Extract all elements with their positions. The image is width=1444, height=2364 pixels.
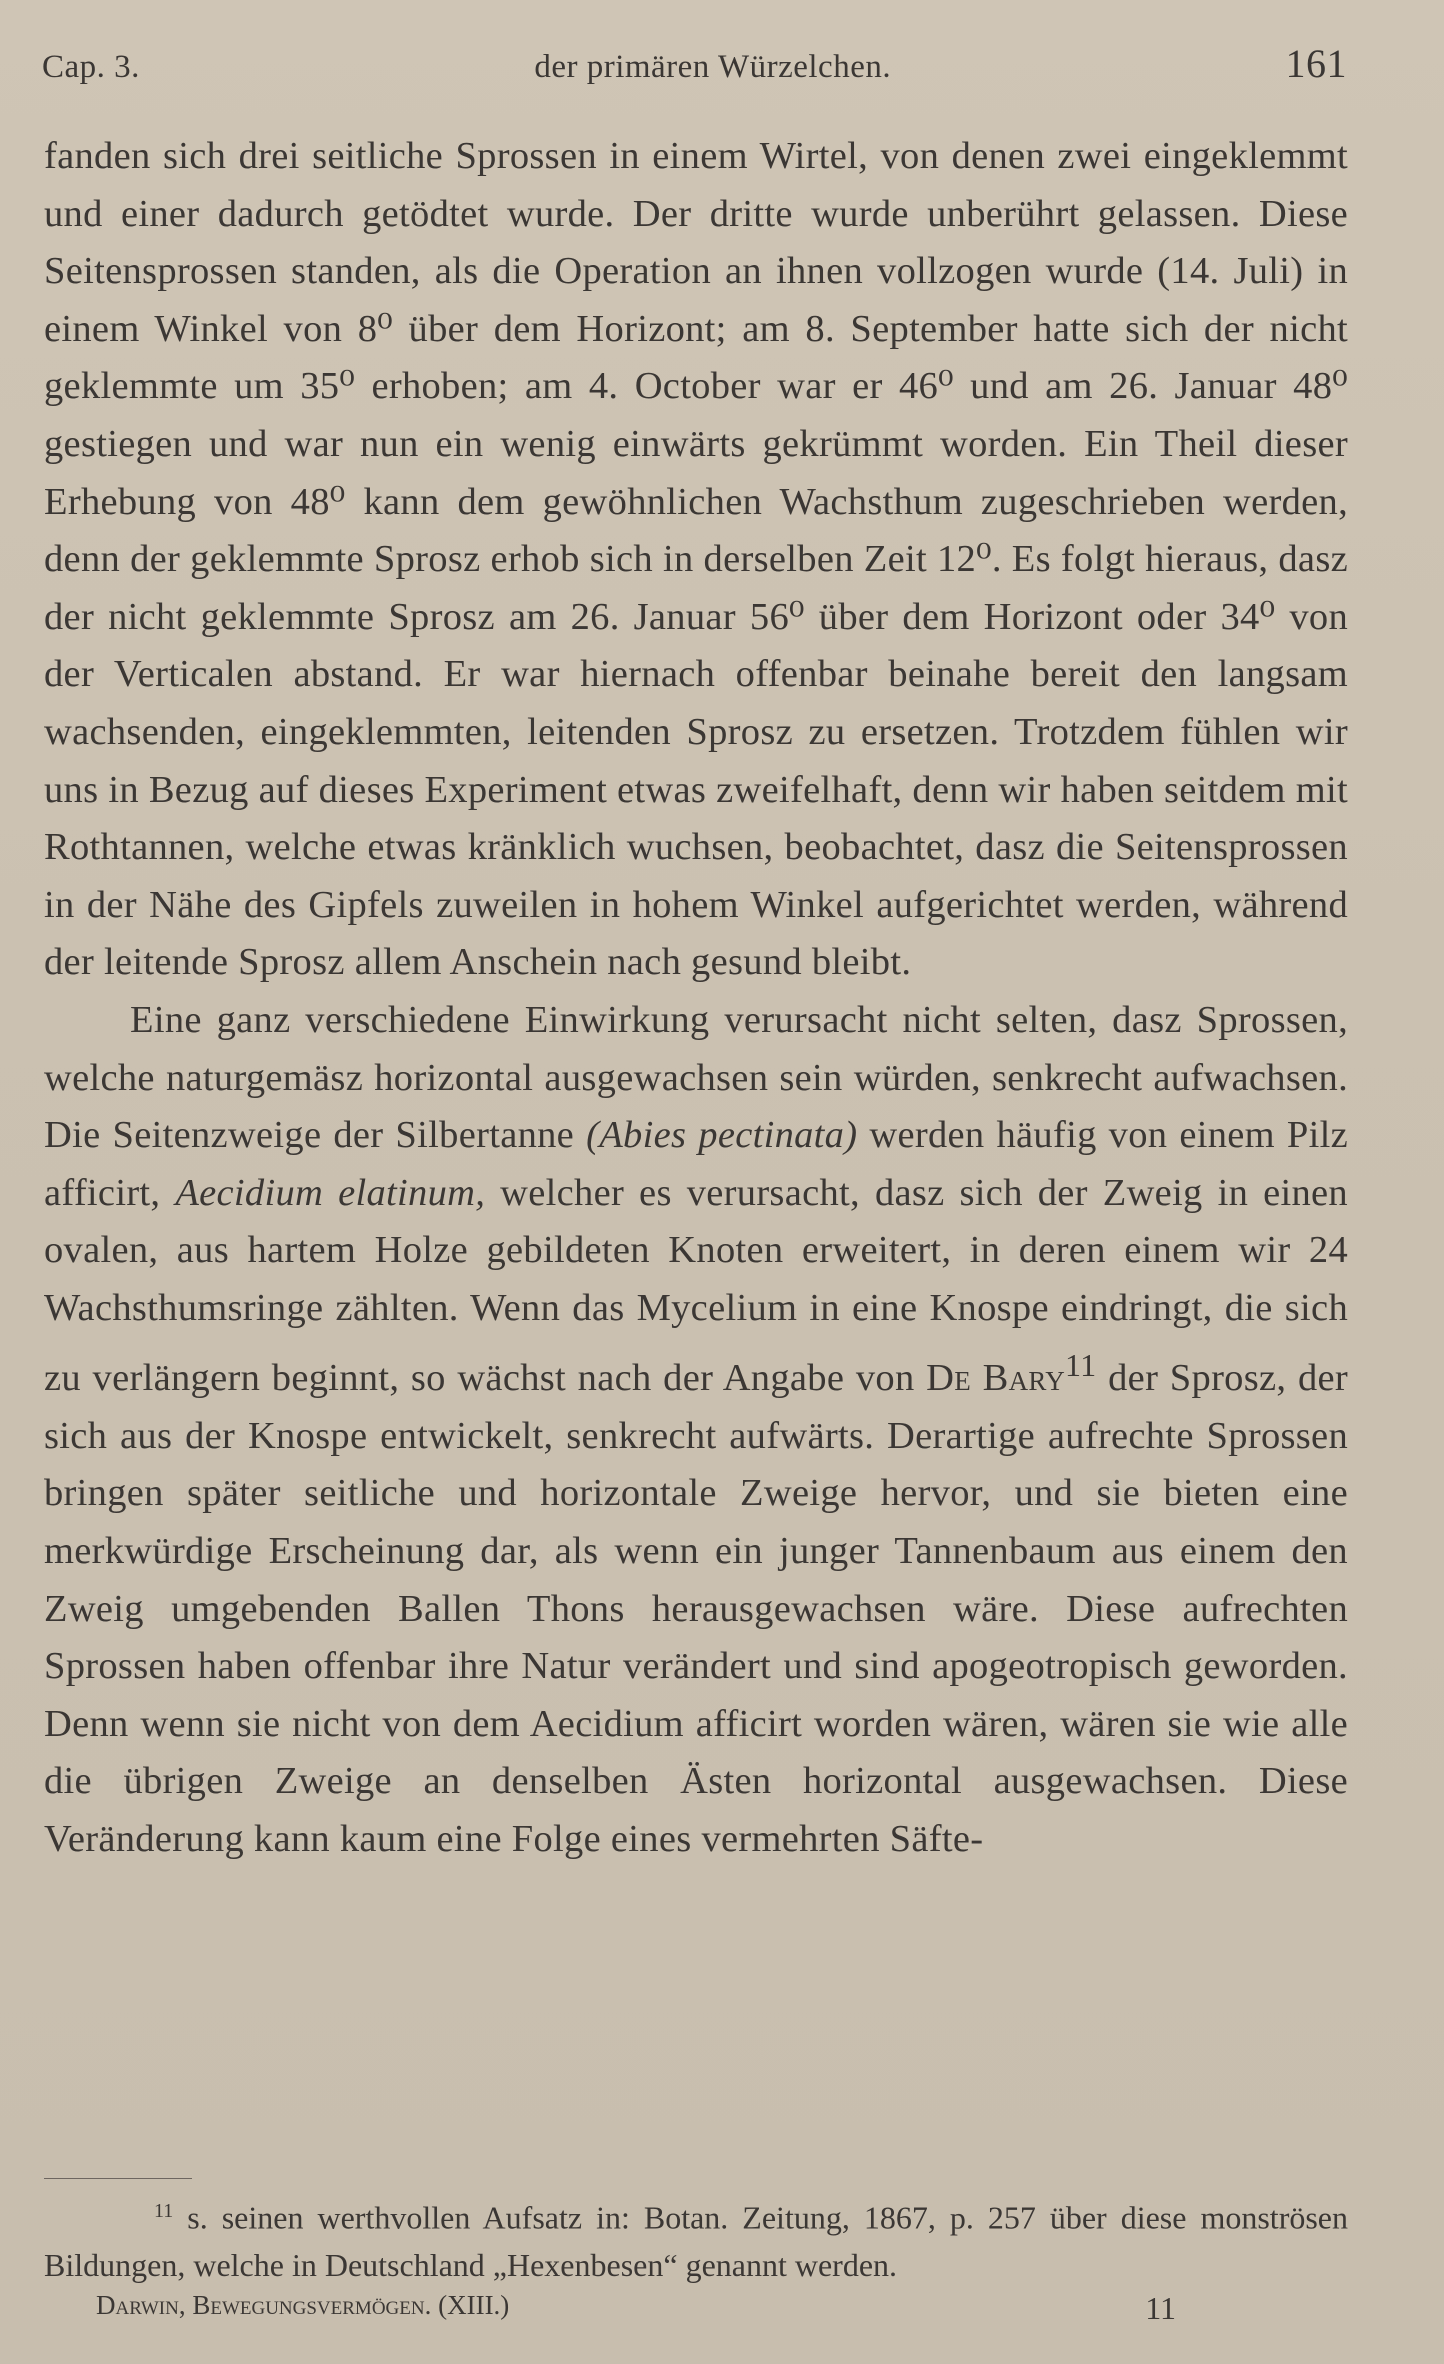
- paragraph-1: [44, 128, 1348, 992]
- chapter-label: Cap. 3.: [42, 49, 140, 85]
- species-name-aecidium: Aecidium elatinum,: [175, 1171, 486, 1214]
- body-text: [44, 128, 1348, 1869]
- footnote-reference: 11: [1065, 1347, 1097, 1384]
- signature-number: 11: [1145, 2290, 1176, 2326]
- footnote-text: s. seinen werthvollen Aufsatz in: Botan. Zeitung, 1867, p. 257 über diese monströsen Bildungen, welche in Deutschland „Hexenbesen“ genannt werden.: [44, 2199, 1348, 2283]
- paragraph-2-text-b: werden häufig von einem Pilz afficirt,: [44, 1114, 1348, 1214]
- running-title: der primären Würzelchen.: [534, 49, 892, 85]
- author-name-de-bary: De Bary: [926, 1357, 1066, 1400]
- paragraph-2: [44, 992, 1348, 1869]
- footnote-marker: 11: [154, 2200, 174, 2222]
- printer-signature: [96, 2290, 1176, 2327]
- footnote: [44, 2188, 1348, 2289]
- species-name-abies: (Abies pectinata): [586, 1114, 858, 1157]
- signature-title: Darwin, Bewegungsvermögen. (XIII.): [96, 2290, 510, 2320]
- running-header: [42, 40, 1347, 87]
- paragraph-2-text-d: der Sprosz, der sich aus der Knospe entwickelt, senkrecht aufwärts. Derartige aufrechte Sprossen bringen später seitliche und horizontale Zweige hervor, und sie bieten eine merkwürdige Erscheinung dar, als wenn ein junger Tannenbaum aus einem den Zweig umgebenden Ballen Thons herausgewachsen wäre. Diese aufrechten Sprossen haben offenbar ihre Natur verändert und sind apogeotropisch geworden. Denn wenn sie nicht von dem Aecidium afficirt worden wären, wären sie wie alle die übrigen Zweige an denselben Ästen horizontal ausgewachsen. Diese Veränderung kann kaum eine Folge eines vermehrten Säfte-: [44, 1357, 1349, 1861]
- footnote-divider: [44, 2178, 192, 2179]
- paragraph-2-text-a: Eine ganz verschiedene Einwirkung verursacht nicht selten, dasz Sprossen, welche naturgemäsz horizontal ausgewachsen sein würden, senkrecht aufwachsen. Die Seitenzweige der Silbertanne: [44, 998, 1348, 1157]
- paragraph-2-text-c: welcher es verursacht, dasz sich der Zweig in einen ovalen, aus hartem Holze gebildeten Knoten erweitert, in deren einem wir 24 Wachsthumsringe zählten. Wenn das Mycelium in eine Knospe eindringt, die sich zu verlängern beginnt, so wächst nach der Angabe von: [44, 1171, 1348, 1400]
- page-number: 161: [1285, 41, 1347, 86]
- paragraph-1-text: fanden sich drei seitliche Sprossen in einem Wirtel, von denen zwei eingeklemmt und einer dadurch getödtet wurde. Der dritte wurde unberührt gelassen. Diese Seitensprossen standen, als die Operation an ihnen vollzogen wurde (14. Juli) in einem Winkel von 8⁰ über dem Horizont; am 8. September hatte sich der nicht geklemmte um 35⁰ erhoben; am 4. October war er 46⁰ und am 26. Januar 48⁰ gestiegen und war nun ein wenig einwärts gekrümmt worden. Ein Theil dieser Erhebung von 48⁰ kann dem gewöhnlichen Wachsthum zugeschrieben werden, denn der geklemmte Sprosz erhob sich in derselben Zeit 12⁰. Es folgt hieraus, dasz der nicht geklemmte Sprosz am 26. Januar 56⁰ über dem Horizont oder 34⁰ von der Verticalen abstand. Er war hiernach offenbar beinahe bereit den langsam wachsenden, eingeklemmten, leitenden Sprosz zu ersetzen. Trotzdem fühlen wir uns in Bezug auf dieses Experiment etwas zweifelhaft, denn wir haben seitdem mit Rothtannen, welche etwas kränklich wuchsen, beobachtet, dasz die Seitensprossen in der Nähe des Gipfels zuweilen in hohem Winkel aufgerichtet werden, während der leitende Sprosz allem Anschein nach gesund bleibt.: [44, 135, 1348, 984]
